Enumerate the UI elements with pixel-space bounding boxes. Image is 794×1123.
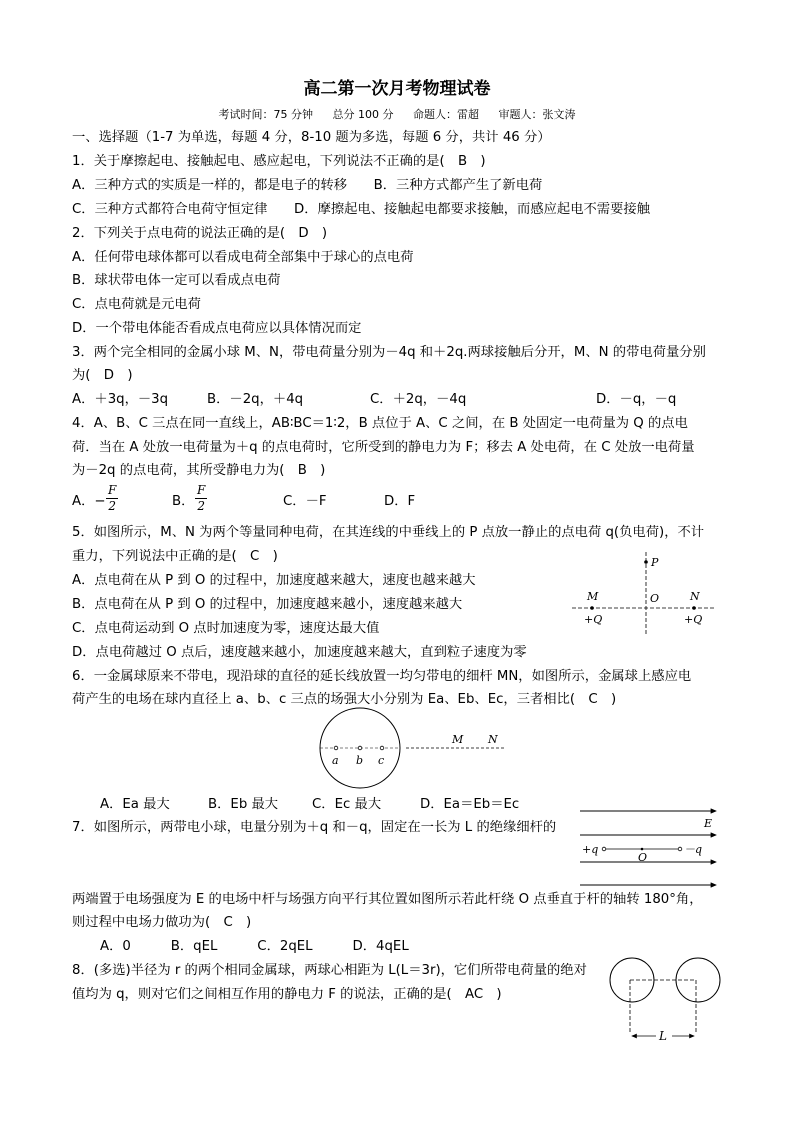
q2-option-d: D．一个带电体能否看成点电荷应以具体情况而定 [72,321,362,336]
q5-stem-line1: 5．如图所示，M、N 为两个等量同种电荷，在其连线的中垂线上的 P 点放一静止的点电荷 q(负电荷)，不计 [72,525,705,540]
q4-option-b-fraction [195,483,207,514]
q7-stem-line2: 两端置于电场强度为 E 的电场中杆与场强方向平行其位置如图所示若此杆绕 O 点垂直于杆的轴转 180°角， [72,892,703,907]
q1-options-ab: A．三种方式的实质是一样的，都是电子的转移 B．三种方式都产生了新电荷 [72,178,543,193]
fraction-numerator: F [108,483,117,497]
q1-stem: 1．关于摩擦起电、接触起电、感应起电，下列说法不正确的是( B ) [72,154,486,169]
q7-stem-line1: 7．如图所示，两带电小球，电量分别为＋q 和－q，固定在一长为 L 的绝缘细杆的 [72,820,557,835]
q3-option-a: A．＋3q，－3q [72,392,169,407]
q3-stem-line2: 为( D ) [72,368,133,383]
q4-stem-line3: 为－2q 的点电荷，其所受静电力为( B ) [72,463,326,478]
exam-author: 命题人：雷超 [413,108,479,121]
label-minus-q: －q [684,843,703,856]
label-p: P [651,556,659,569]
q4-option-d: D．F [384,494,416,509]
label-c: c [378,754,385,767]
exam-time: 考试时间：75 分钟 [218,108,313,121]
q4-stem-line1: 4．A、B、C 三点在同一直线上，AB∶BC＝1∶2，B 点位于 A、C 之间，在 B 处固定一电荷量为 Q 的点电 [72,416,688,431]
q4-option-a-label: A．− [72,494,106,509]
q6-option-c: C．Ec 最大 [312,797,382,812]
q7-stem-line3: 则过程中电场力做功为( C ) [72,915,252,930]
point-b-dot [358,746,362,750]
q3-option-d: D．－q，－q [596,392,677,407]
q6-stem-line2: 荷产生的电场在球内直径上 a、b、c 三点的场强大小分别为 Ea、Eb、Ec，三者相比( C ) [72,692,617,707]
q2-option-c: C．点电荷就是元电荷 [72,297,201,312]
q5-option-b: B．点电荷在从 P 到 O 的过程中，加速度越来越小，速度越来越大 [72,597,463,612]
label-e: E [704,817,713,830]
q8-stem-line2: 值均为 q，则对它们之间相互作用的静电力 F 的说法，正确的是( AC ) [72,987,502,1002]
q4-option-c: C．－F [283,494,327,509]
point-c-dot [380,746,384,750]
exam-reviewer: 审题人：张文涛 [498,108,576,121]
charge-n-dot [692,606,696,610]
q8-stem-line1: 8．(多选)半径为 r 的两个相同金属球，两球心相距为 L(L＝3r)，它们所带电荷量的绝对 [72,963,587,978]
q6-stem-line1: 6．一金属球原来不带电，现沿球的直径的延长线放置一均匀带电的细杆 MN，如图所示，金属球上感应电 [72,669,692,684]
plus-charge-dot [602,847,606,851]
point-p-dot [644,560,648,564]
q3-stem-line1: 3．两个完全相同的金属小球 M、N，带电荷量分别为－4q 和＋2q.两球接触后分开，M、N 的带电荷量分别 [72,345,706,360]
label-a: a [332,754,339,767]
fraction-denominator: 2 [197,499,205,513]
q6-figure [318,712,508,787]
q6-option-b: B．Eb 最大 [208,797,279,812]
q5-option-d: D．点电荷越过 O 点后，速度越来越小，加速度越来越大，直到粒子速度为零 [72,645,527,660]
q8-figure [604,950,728,1050]
q3-option-c: C．＋2q，－4q [370,392,467,407]
q2-option-b: B．球状带电体一定可以看成点电荷 [72,273,281,288]
exam-score: 总分 100 分 [332,108,394,121]
sphere-right [676,958,720,1002]
charge-m-label: +Q [584,613,603,626]
q7-options: A．0 B．qEL C．2qEL D．4qEL [100,939,409,954]
q4-option-b-label: B． [172,494,195,509]
point-a-dot [334,746,338,750]
q5-option-c: C．点电荷运动到 O 点时加速度为零，速度达最大值 [72,621,380,636]
q7-figure [576,805,722,891]
q6-option-a: A．Ea 最大 [100,797,170,812]
label-m: M [587,590,599,603]
q3-option-b: B．－2q，＋4q [207,392,304,407]
charge-n-label: +Q [684,613,703,626]
q6-option-d: D．Ea＝Eb＝Ec [420,797,520,812]
q5-option-a: A．点电荷在从 P 到 O 的过程中，加速度越来越大，速度也越来越大 [72,573,476,588]
label-m: M [452,733,464,746]
label-b: b [356,754,364,767]
rod-center-dot [641,848,644,851]
label-n: N [488,733,498,746]
q2-stem: 2．下列关于点电荷的说法正确的是( D ) [72,226,328,241]
exam-meta [0,106,794,122]
label-l: L [659,1029,667,1043]
q5-figure [570,550,720,640]
q4-option-a-fraction [106,483,118,514]
section-heading: 一、选择题（1-7 为单选，每题 4 分，8-10 题为多选，每题 6 分，共计 46 分） [72,130,551,145]
label-plus-q: +q [582,843,599,856]
fraction-numerator: F [197,483,206,497]
minus-charge-dot [678,847,682,851]
exam-title: 高二第一次月考物理试卷 [303,79,491,99]
q2-option-a: A．任何带电球体都可以看成电荷全部集中于球心的点电荷 [72,250,414,265]
label-n: N [690,590,700,603]
fraction-denominator: 2 [108,499,116,513]
q5-stem-line2: 重力，下列说法中正确的是( C ) [72,549,278,564]
charge-m-dot [590,606,594,610]
q1-options-cd: C．三种方式都符合电荷守恒定律 D．摩擦起电、接触起电都要求接触，而感应起电不需要接触 [72,202,650,217]
label-o: O [638,851,648,864]
q4-stem-line2: 荷．当在 A 处放一电荷量为＋q 的点电荷时，它所受到的静电力为 F；移去 A 处电荷，在 C 处放一电荷量 [72,440,695,455]
label-o: O [650,592,660,605]
